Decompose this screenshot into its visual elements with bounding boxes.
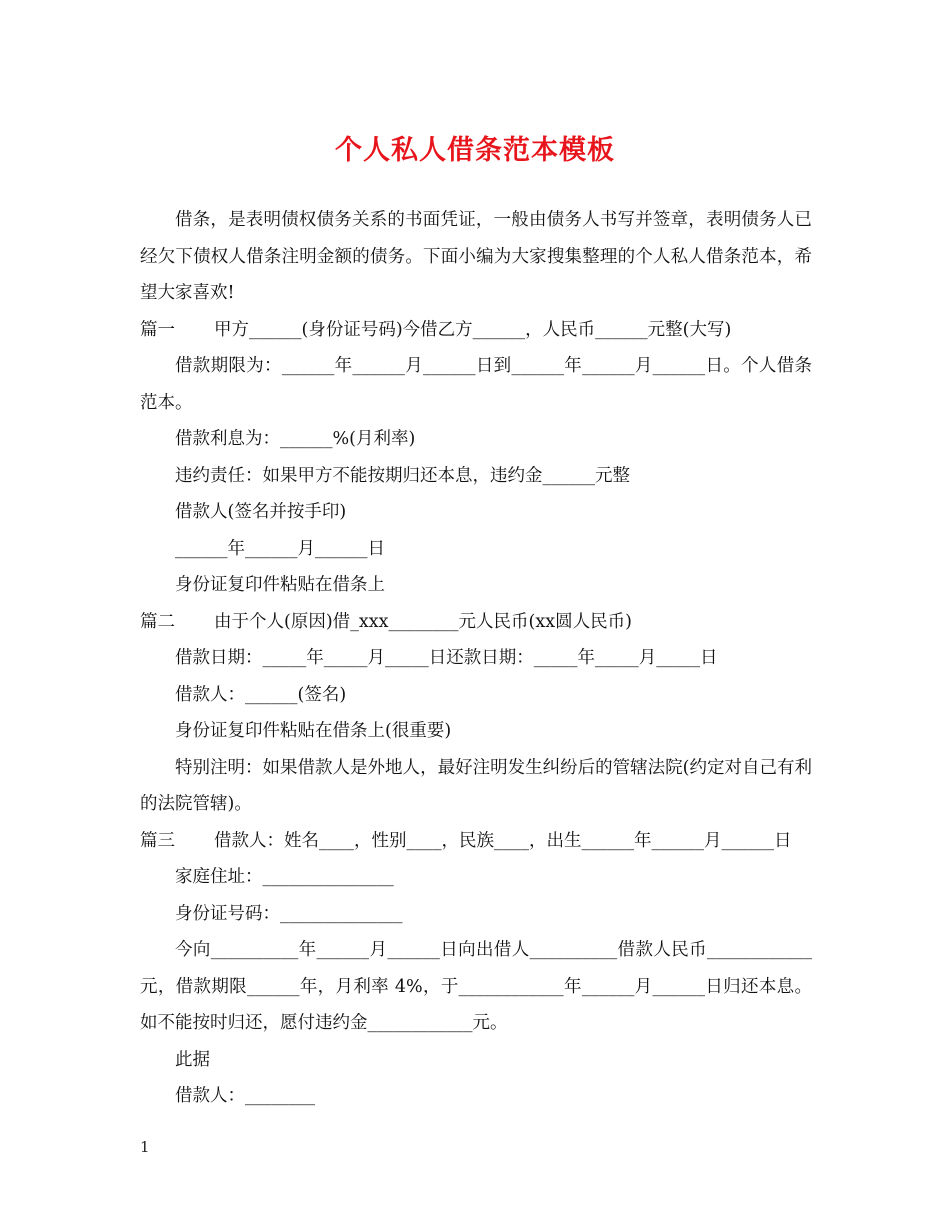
section2-special-note: 特别注明：如果借款人是外地人，最好注明发生纠纷后的管辖法院(约定对自己有利的法院管辖)。 xyxy=(140,757,812,814)
section3-heading-line xyxy=(140,823,812,860)
section3-loan-terms: 今向__________年______月______日向出借人__________借款人民币____________元，借款期限______年，月利率 4%，于____________年______月______日归还本息。如不能按时归还，愿付违约金____________元。 xyxy=(140,940,812,1033)
section3-borrower: 借款人：________ xyxy=(175,1086,315,1106)
section2-dates: 借款日期：_____年_____月_____日还款日期：_____年_____月_____日 xyxy=(175,648,718,668)
section2-borrower-sign: 借款人：______(签名) xyxy=(175,684,347,705)
section1-id-copy: 身份证复印件粘贴在借条上 xyxy=(175,575,385,595)
section1-loan-term: 借款期限为：______年______月______日到______年______月______日。个人借条范本。 xyxy=(140,356,812,413)
document-title: 个人私人借条范本模板 xyxy=(335,135,615,166)
intro-paragraph: 借条，是表明债权债务关系的书面凭证，一般由债务人书写并签章，表明债务人已经欠下债权人借条注明金额的债务。下面小编为大家搜集整理的个人私人借条范本，希望大家喜欢! xyxy=(140,210,812,303)
section3-hereby: 此据 xyxy=(175,1049,210,1070)
section2-id-copy: 身份证复印件粘贴在借条上(很重要) xyxy=(175,721,452,741)
section3-first-line: 借款人：姓名____，性别____，民族____，出生______年______月______日 xyxy=(214,830,792,851)
section3-id-number: 身份证号码：______________ xyxy=(175,903,403,924)
document-body xyxy=(140,202,812,1115)
section1-heading-line xyxy=(140,312,812,349)
section1-date: ______年______月______日 xyxy=(175,538,385,559)
section1-interest: 借款利息为：______%(月利率) xyxy=(175,429,416,449)
section1-label: 篇一 xyxy=(140,319,175,340)
section1-first-line: 甲方______(身份证号码)今借乙方______，人民币______元整(大写) xyxy=(214,319,732,340)
section2-first-line: 由于个人(原因)借_xxx________元人民币(xx圆人民币) xyxy=(214,611,632,632)
section3-address: 家庭住址：_______________ xyxy=(175,867,394,887)
section1-borrower-sign: 借款人(签名并按手印) xyxy=(175,502,347,522)
section2-label: 篇二 xyxy=(140,611,175,632)
section1-liability: 违约责任：如果甲方不能按期归还本息，违约金______元整 xyxy=(175,465,630,486)
section3-label: 篇三 xyxy=(140,830,175,851)
page-number: 1 xyxy=(140,1138,150,1156)
section2-heading-line xyxy=(140,604,812,641)
